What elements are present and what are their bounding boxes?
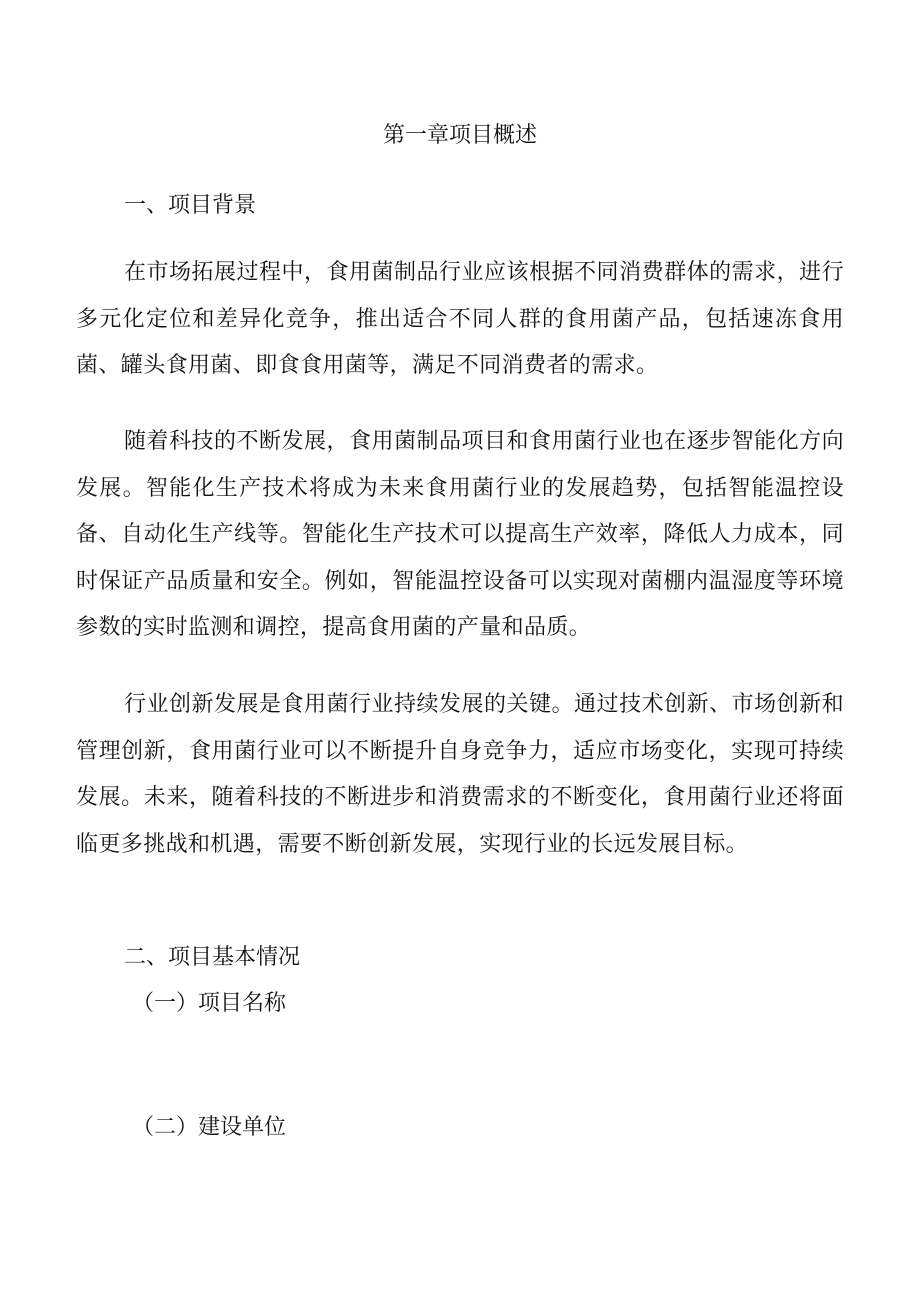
section-heading-background: 一、项目背景: [124, 193, 257, 218]
paragraph-technology-development: 随着科技的不断发展，食用菌制品项目和食用菌行业也在逐步智能化方向发展。智能化生产技术将成为未来食用菌行业的发展趋势，包括智能温控设备、自动化生产线等。智能化生产技术可以提高生产效率，降低人力成本，同时保证产品质量和安全。例如，智能温控设备可以实现对菌棚内温湿度等环境参数的实时监测和调控，提高食用菌的产量和品质。: [76, 429, 844, 640]
subsection-project-name: （一）项目名称: [132, 991, 287, 1016]
section-heading-basic-info: 二、项目基本情况: [124, 945, 301, 970]
subsection-construction-unit: （二）建设单位: [132, 1115, 287, 1140]
paragraph-industry-innovation: 行业创新发展是食用菌行业持续发展的关键。通过技术创新、市场创新和管理创新，食用菌行业可以不断提升自身竞争力，适应市场变化，实现可持续发展。未来，随着科技的不断进步和消费需求的不断变化，食用菌行业还将面临更多挑战和机遇，需要不断创新发展，实现行业的长远发展目标。: [76, 692, 844, 857]
chapter-title: 第一章项目概述: [382, 123, 537, 148]
paragraph-market-expansion: 在市场拓展过程中，食用菌制品行业应该根据不同消费群体的需求，进行多元化定位和差异化竞争，推出适合不同人群的食用菌产品，包括速冻食用菌、罐头食用菌、即食食用菌等，满足不同消费者的需求。: [76, 260, 844, 378]
